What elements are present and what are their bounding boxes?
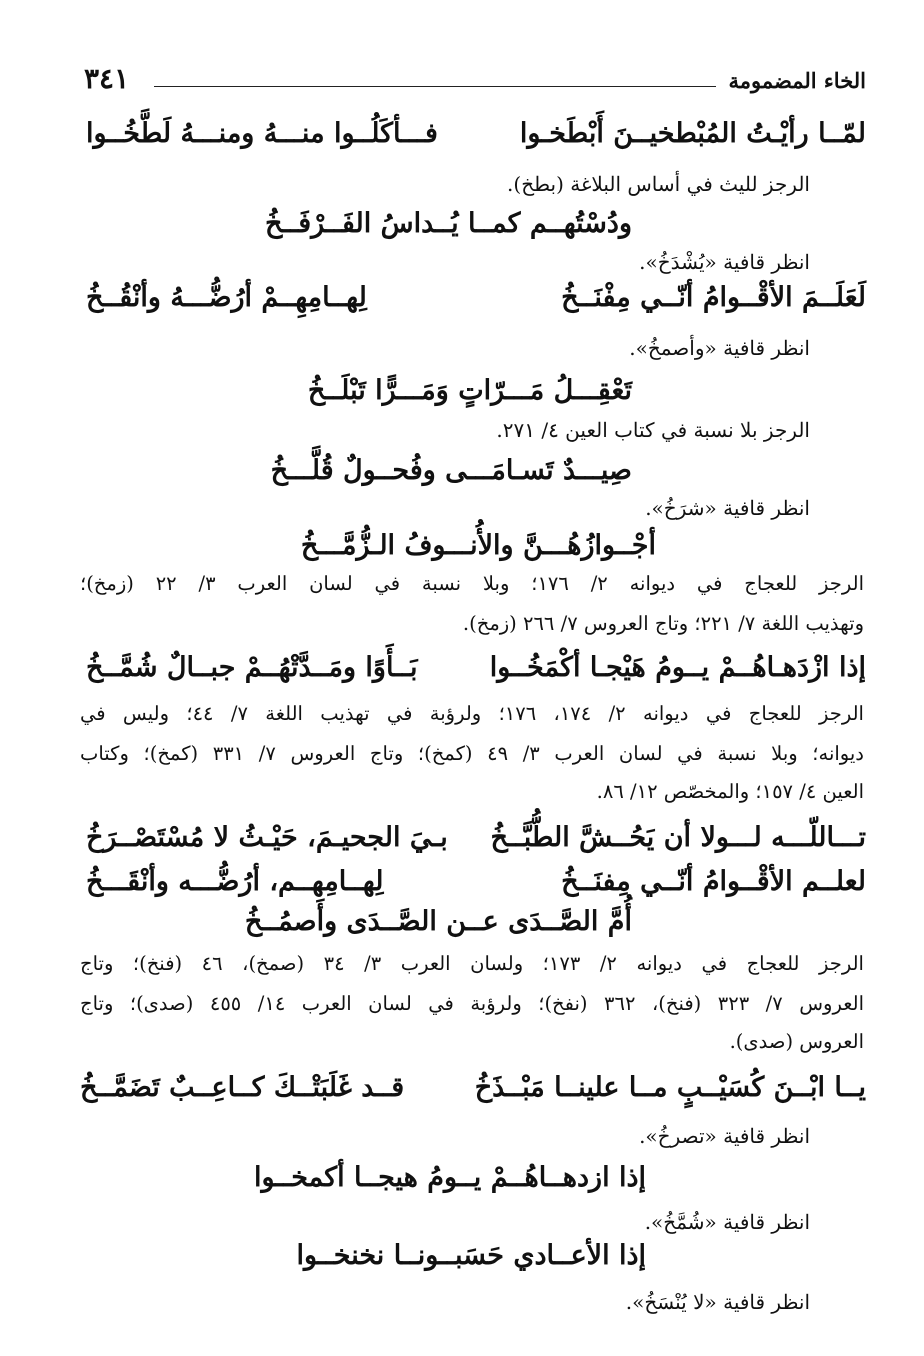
verse-line: تَعْقِـــلُ مَـــرّاتٍ وَمَـــرًّا تَبْلَــخُ [307,375,632,406]
verse-line: أجْــوازُهُـــنَّ والأُنـــوفُ الـزُّمَّـــخُ [300,530,656,561]
verse-hemistich-left: لِهــامِهِــمْ أرُضُّـــهُ وأنْقُــخُ [86,282,367,313]
verse-line: إذا ازدهــاهُــمْ يــومُ هيجــا أكمخــوا [253,1162,646,1193]
citation-paragraph-line: العين ٤/ ١٥٧؛ والمخصّص ١٢/ ٨٦. [596,780,864,803]
citation-paragraph-line: العروس (صدى). [729,1030,864,1053]
verse-hemistich-right: تـــاللّـــه لـــولا أن يَحُــشَّ الطُّبَّــخُ [490,822,866,853]
page-header [84,62,866,102]
citation-paragraph-line: وتهذيب اللغة ٧/ ٢٢١؛ وتاج العروس ٧/ ٢٦٦ (زمخ). [462,612,864,635]
verse-hemistich-left: بـيَ الجحيـمَ، حَيْـثُ لا مُسْتَصْــرَخُ [86,822,448,853]
chapter-title: الخاء المضمومة [728,68,866,93]
verse-hemistich-left: فـــأكَلُــوا منـــهُ ومنـــهُ لَطَّخُــوا [86,118,438,149]
verse-hemistich-left: بَــأَوًا ومَــدَّتْهُــمْ جبــالٌ شُمَّــخُ [86,652,418,683]
citation-note: الرجز بلا نسبة في كتاب العين ٤/ ٢٧١. [496,418,810,442]
cross-reference-note: انظر قافية «شُمَّخُ». [644,1210,810,1234]
citation-paragraph-line: الرجز للعجاج في ديوانه ٢/ ١٧٣؛ ولسان العرب ٣/ ٣٤ (صمخ)، ٤٦ (فنخ)؛ وتاج [80,952,864,975]
citation-note: الرجز لليث في أساس البلاغة (بطخ). [507,172,810,196]
cross-reference-note: انظر قافية «شرَخُ». [645,496,810,520]
verse-hemistich-left: قــد غَلَبَتْــكَ كــاعِــبٌ تَضَمَّــخُ [80,1072,405,1103]
verse-hemistich-left: لِهــامِهــم، أرُضُّـــه وأنْقَـــخُ [86,866,384,897]
cross-reference-note: انظر قافية «وأصمخُ». [629,336,810,360]
verse-hemistich-right: لَعَلَــمَ الأقْــوامُ أنّــي مِفْنَــخُ [561,282,866,313]
citation-paragraph-line: ديوانه؛ وبلا نسبة في لسان العرب ٣/ ٤٩ (كمخ)؛ وتاج العروس ٧/ ٣٣١ (كمخ)؛ وكتاب [80,742,864,765]
cross-reference-note: انظر قافية «تصرخُ». [639,1124,810,1148]
citation-paragraph-line: الرجز للعجاج في ديوانه ٢/ ١٧٤، ١٧٦؛ ولرؤبة في تهذيب اللغة ٧/ ٤٤؛ وليس في [80,702,864,725]
verse-line: أُمَّ الصَّــدَى عــن الصَّــدَى وأَصمُــخُ [244,906,632,937]
verse-line: ودُسْتُهــم كمــا يُــداسُ الفَــرْفَــخُ [264,208,632,239]
citation-paragraph-line: الرجز للعجاج في ديوانه ٢/ ١٧٦؛ وبلا نسبة في لسان العرب ٣/ ٢٢ (زمخ)؛ [80,572,864,595]
verse-line: صِيـــدٌ تَسـامَـــى وفُحــولٌ قُلَّـــخُ [270,455,632,486]
citation-paragraph-line: العروس ٧/ ٣٢٣ (فنخ)، ٣٦٢ (نفخ)؛ ولرؤبة في لسان العرب ١٤/ ٤٥٥ (صدى)؛ وتاج [80,992,864,1015]
verse-hemistich-right: لعلــم الأقْــوامُ أنّــي مِفنَــخُ [561,866,866,897]
verse-hemistich-right: يــا ابْــنَ كُسَيْــبٍ مــا علينــا مَبْــذَخُ [474,1072,866,1103]
verse-hemistich-right: لمّــا رأيْـتُ المُبْطخيــنَ أَبْطَخـوا [519,118,866,149]
cross-reference-note: انظر قافية «لا يُنْسَخُ». [625,1290,810,1314]
verse-line: إذا الأعــادي حَسَبــونــا نخنخــوا [296,1240,646,1271]
verse-hemistich-right: إذا ازْدَهـاهُــمْ يــومُ هَيْجـا أكْمَخُــوا [489,652,866,683]
header-rule [154,86,716,87]
cross-reference-note: انظر قافية «يُشْدَخُ». [639,250,810,274]
page-number: ٣٤١ [84,62,130,95]
